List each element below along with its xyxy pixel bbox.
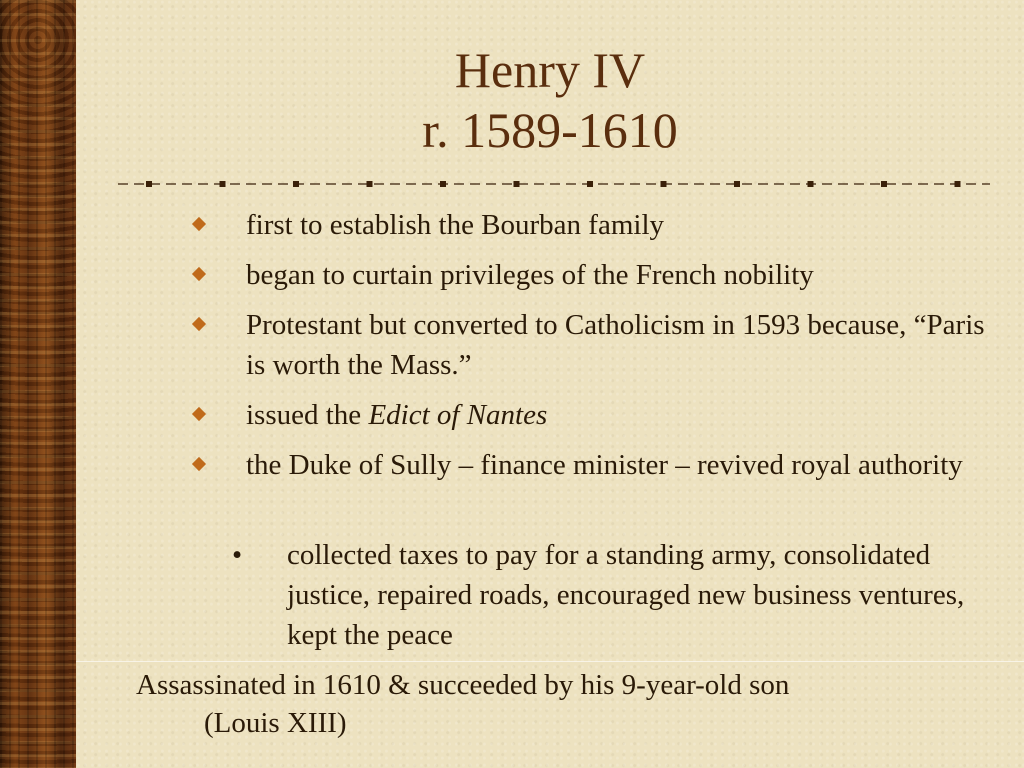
bullet-list — [186, 205, 986, 495]
footer-line-1: Assassinated in 1610 & succeeded by his 9-year-old son — [136, 669, 790, 701]
bullet-text: the Duke of Sully – finance minister – revived royal authority — [246, 449, 963, 481]
sub-bullet-text: collected taxes to pay for a standing army, consolidated justice, repaired roads, encouraged new business ventures, kept the peace — [287, 539, 965, 651]
title-line-reign: r. 1589-1610 — [422, 102, 678, 158]
decorative-border — [0, 0, 76, 768]
list-item — [186, 305, 986, 385]
divider-dot — [146, 181, 152, 187]
bullet-text: issued the — [246, 399, 362, 431]
footer-note — [136, 666, 996, 742]
divider-dot — [293, 181, 299, 187]
divider-dot — [440, 181, 446, 187]
diamond-bullet-icon — [192, 267, 206, 281]
sub-bullet-marker: • — [232, 539, 243, 571]
diamond-bullet-icon — [192, 317, 206, 331]
diamond-bullet-icon — [192, 457, 206, 471]
bullet-text: began to curtain privileges of the French nobility — [246, 259, 814, 291]
title-line-name: Henry IV — [454, 42, 646, 98]
divider-dot — [587, 181, 593, 187]
diamond-bullet-icon — [192, 217, 206, 231]
slide-title — [76, 40, 1024, 160]
list-item — [186, 255, 986, 295]
divider-dot — [881, 181, 887, 187]
bullet-text: Protestant but converted to Catholicism in 1593 because, “Paris is worth the Mass.” — [246, 309, 985, 381]
divider-dot — [661, 181, 667, 187]
list-item — [186, 445, 986, 485]
diamond-bullet-icon — [192, 407, 206, 421]
bullet-text: first to establish the Bourban family — [246, 209, 665, 241]
bullet-italic-text: Edict of Nantes — [368, 399, 548, 431]
list-item — [186, 205, 986, 245]
footer-divider — [76, 661, 1024, 662]
title-divider — [118, 178, 990, 190]
divider-dot — [367, 181, 373, 187]
divider-dot — [808, 181, 814, 187]
list-item — [186, 395, 986, 435]
divider-dot — [955, 181, 961, 187]
footer-line-2: (Louis XIII) — [204, 707, 347, 739]
divider-dot — [220, 181, 226, 187]
divider-dot — [734, 181, 740, 187]
divider-dot — [514, 181, 520, 187]
